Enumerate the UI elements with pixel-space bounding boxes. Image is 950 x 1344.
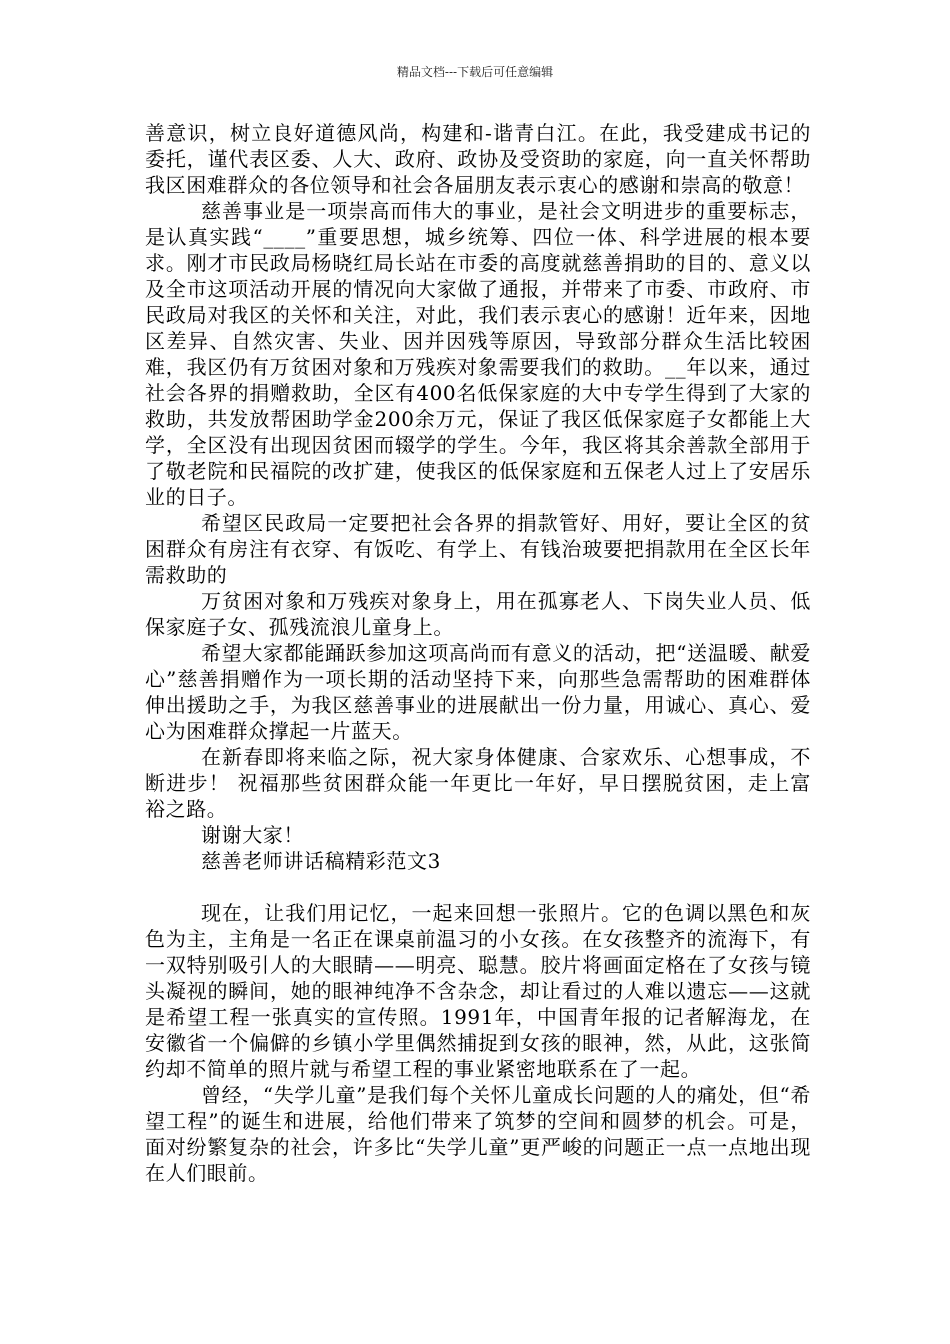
section-title: 慈善老师讲话稿精彩范文3 [201, 849, 441, 873]
paragraph-7: 谢谢大家！ [201, 823, 304, 847]
paragraph-2: 慈善事业是一项崇高而伟大的事业，是社会文明进步的重要标志，是认真实践“____”重要思想，城乡统筹、四位一体、科学进展的根本要求。刚才市民政局杨晓红局长站在市委的高度就慈善捐助的目的、意义以及全市这项活动开展的情况向大家做了通报，并带来了市委、市政府、市民政局对我区的关怀和关注，对此，我们表示衷心的感谢！近年来，因地区差异、自然灾害、失业、因并因残等原因，导致部分群众生活比较困难，我区仍有万贫困对象和万残疾对象需要我们的救助。__年以来，通过社会各界的捐赠救助，全区有400名低保家庭的大中专学生得到了大家的救助，共发放帮困助学金200余万元，保证了我区低保家庭子女都能上大学，全区没有出现因贫困而辍学的学生。今年，我区将其余善款全部用于了敬老院和民福院的改扩建，使我区的低保家庭和五保老人过上了安居乐业的日子。 [145, 199, 811, 509]
page-header: 精品文档---下载后可任意编辑 [396, 65, 554, 79]
document-body [145, 120, 811, 1186]
paragraph-3: 希望区民政局一定要把社会各界的捐款管好、用好，要让全区的贫困群众有房注有衣穿、有饭吃、有学上、有钱治玻要把捐款用在全区长年需救助的 [145, 511, 811, 587]
paragraph-9: 现在，让我们用记忆，一起来回想一张照片。它的色调以黑色和灰色为主，主角是一名正在课桌前温习的小女孩。在女孩整齐的流海下，有一双特别吸引人的大眼睛——明亮、聪慧。胶片将画面定格在了女孩与镜头凝视的瞬间，她的眼神纯净不含杂念，却让看过的人难以遗忘——这就是希望工程一张真实的宣传照。1991年，中国青年报的记者解海龙，在安徽省一个偏僻的乡镇小学里偶然捕捉到女孩的眼神，然，从此，这张简约却不简单的照片就与希望工程的事业紧密地联系在了一起。 [145, 901, 811, 1081]
paragraph-1: 善意识，树立良好道德风尚，构建和-谐青白江。在此，我受建成书记的委托，谨代表区委、人大、政府、政协及受资助的家庭，向一直关怀帮助我区困难群众的各位领导和社会各届朋友表示衷心的感谢和崇高的敬意！ [145, 121, 811, 197]
paragraph-5: 希望大家都能踊跃参加这项高尚而有意义的活动，把“送温暖、献爱心”慈善捐赠作为一项长期的活动坚持下来，向那些急需帮助的困难群体伸出援助之手，为我区慈善事业的进展献出一份力量，用诚心、真心、爱心为困难群众撑起一片蓝天。 [145, 641, 811, 743]
paragraph-6: 在新春即将来临之际，祝大家身体健康、合家欢乐、心想事成，不断进步！ 祝福那些贫困群众能一年更比一年好，早日摆脱贫困，走上富裕之路。 [145, 745, 811, 821]
paragraph-10: 曾经，“失学儿童”是我们每个关怀儿童成长问题的人的痛处，但“希望工程”的诞生和进展，给他们带来了筑梦的空间和圆梦的机会。可是，面对纷繁复杂的社会，许多比“失学儿童”更严峻的问题正一点一点地出现在人们眼前。 [145, 1083, 811, 1185]
paragraph-4: 万贫困对象和万残疾对象身上，用在孤寡老人、下岗失业人员、低保家庭子女、孤残流浪儿童身上。 [145, 589, 811, 639]
blank-line [145, 874, 811, 900]
